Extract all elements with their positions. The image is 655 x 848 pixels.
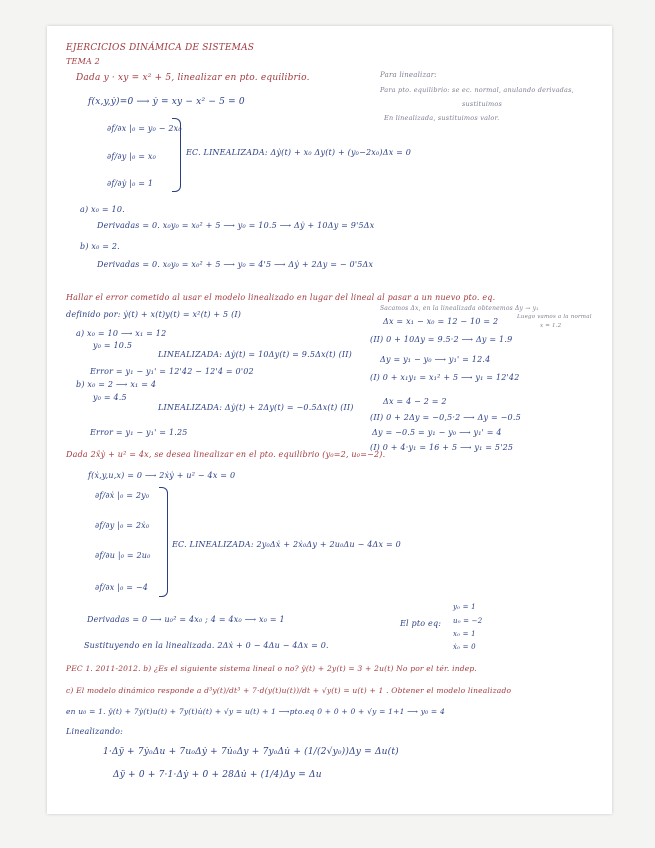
ex4-lin-eq-1: 1·Δÿ + 7ẏ₀Δu + 7u₀Δẏ + 7u̇₀Δy + 7y₀Δu̇ + (1/(2√y₀))Δy = Δu(t) (103, 747, 399, 757)
ex2-right-3: (I) 0 + x₁y₁ = x₁² + 5 ⟶ y₁ = 12'42 (370, 373, 520, 382)
ex1-partial-ydot: ∂f/∂ẏ |₀ = 1 (107, 179, 154, 188)
ex1-function-line: f(x,y,ẏ)=0 ⟶ ẏ = xy − x² − 5 = 0 (88, 97, 245, 107)
ex3-pto-eq-1: u₀ = −2 (453, 617, 483, 625)
ex2-definition: definido por: ẏ(t) + x(t)y(t) = x²(t) + 5 (I) (66, 310, 242, 319)
ex1-side-note-0: Para linealizar: (380, 71, 437, 79)
ex3-pto-eq-0: y₀ = 1 (453, 603, 476, 611)
ex2-left-2: LINEALIZADA: Δẏ(t) = 10Δy(t) = 9.5Δx(t) (II) (158, 350, 352, 359)
ex3-linearized-eq: EC. LINEALIZADA: 2y₀Δẋ + 2ẋ₀Δy + 2u₀Δu − 4Δx = 0 (172, 540, 401, 549)
ex3-partial-y: ∂f/∂y |₀ = 2ẋ₀ (95, 521, 150, 530)
ex4-linealizando: Linealizando: (66, 727, 124, 736)
ex2-right-6: Δy = −0.5 = y₁ − y₀ ⟶ y₁' = 4 (372, 428, 502, 437)
ex3-partial-xdot: ∂f/∂ẋ |₀ = 2y₀ (95, 491, 150, 500)
notebook-sheet (47, 26, 612, 814)
ex3-pto-eq-2: x₀ = 1 (453, 630, 476, 638)
ex2-right-5: (II) 0 + 2Δy = −0,5·2 ⟶ Δy = −0.5 (370, 413, 521, 422)
ex2-left-3: Error = y₁ − y₁' = 12'42 − 12'4 = 0'02 (90, 367, 254, 376)
ex3-statement: Dada 2ẍẏ + u² = 4x, se desea linealizar en el pto. equilibrio (y₀=2, u₀=−2). (66, 450, 386, 459)
ex3-pto-eq-label: El pto eq: (400, 619, 442, 628)
ex2-left-5: y₀ = 4.5 (93, 393, 127, 402)
ex3-derivadas: Derivadas = 0 ⟶ u₀² = 4x₀ ; 4 = 4x₀ ⟶ x₀ = 1 (87, 615, 285, 624)
ex2-right-1: (II) 0 + 10Δy = 9.5·2 ⟶ Δy = 1.9 (370, 335, 513, 344)
ex2-note-1: Luego vamos a la normal (517, 314, 592, 320)
ex2-right-4: Δx = 4 − 2 = 2 (383, 397, 447, 406)
page-title: EJERCICIOS DINÁMICA DE SISTEMAS (66, 43, 255, 53)
ex3-partial-u: ∂f/∂u |₀ = 2u₀ (95, 551, 151, 560)
ex2-right-0: Δx = x₁ − x₀ = 12 − 10 = 2 (383, 317, 499, 326)
ex2-note-0: Sacamos Δx, en la linealizada obtenemos Δy → y₁ (380, 305, 539, 312)
ex2-left-0: a) x₀ = 10 ⟶ x₁ = 12 (76, 329, 167, 338)
ex1-partial-x: ∂f/∂x |₀ = y₀ − 2x₀ (107, 124, 182, 133)
ex2-left-1: y₀ = 10.5 (93, 341, 133, 350)
ex1-partial-y: ∂f/∂y |₀ = x₀ (107, 152, 157, 161)
ex1-case-b: b) x₀ = 2. (80, 242, 120, 251)
ex2-left-6: LINEALIZADA: Δẏ(t) + 2Δy(t) = −0.5Δx(t) (II) (158, 403, 354, 412)
ex2-statement: Hallar el error cometido al usar el modelo linealizado en lugar del lineal al pasar a un nuevo pto. eq. (66, 293, 496, 302)
ex2-left-7: Error = y₁ − y₁' = 1.25 (90, 428, 188, 437)
ex1-brace (172, 118, 181, 192)
ex1-case-b-result: Derivadas = 0. x₀y₀ = x₀² + 5 ⟶ y₀ = 4'5 ⟶ Δẏ + 2Δy = − 0'5Δx (97, 260, 374, 269)
ex4-line-u0: en u₀ = 1. ÿ(t) + 7ẏ(t)u(t) + 7y(t)u̇(t) + √y = u(t) + 1 ⟶pto.eq 0 + 0 + 0 + √y = 1+1 ⟶ y₀ = 4 (66, 707, 445, 716)
ex3-pto-eq-3: ẋ₀ = 0 (453, 643, 476, 651)
ex4-line-c: c) El modelo dinámico responde a d³y(t)/dt³ + 7·d(y(t)u(t))/dt + √y(t) = u(t) + 1 . Obtener el modelo linealizado (66, 686, 512, 695)
ex1-statement: Dada y · xy = x² + 5, linealizar en pto. equilibrio. (76, 73, 310, 83)
page-subtitle: TEMA 2 (66, 57, 100, 66)
ex1-case-a-result: Derivadas = 0. x₀y₀ = x₀² + 5 ⟶ y₀ = 10.5 ⟶ Δẏ + 10Δy = 9'5Δx (97, 221, 375, 230)
ex4-statement: PEC 1. 2011-2012. b) ¿Es el siguiente sistema lineal o no? ÿ(t) + 2y(t) = 3 + 2u(t) No por el tér. indep. (66, 664, 477, 673)
ex2-right-2: Δy = y₁ − y₀ ⟶ y₁' = 12.4 (380, 355, 491, 364)
ex1-side-note-2: sustituimos (462, 100, 503, 108)
ex2-left-4: b) x₀ = 2 ⟶ x₁ = 4 (76, 380, 157, 389)
ex1-side-note-1: Para pto. equilibrio: se ec. normal, anulando derivadas, (380, 86, 574, 94)
ex2-note-2: x = 1.2 (540, 323, 562, 329)
ex2-right-7: (I) 0 + 4·y₁ = 16 + 5 ⟶ y₁ = 5'25 (370, 443, 514, 452)
ex1-side-note-3: En linealizada, sustituimos valor. (384, 114, 500, 122)
ex3-brace (159, 487, 168, 597)
ex4-lin-eq-2: Δÿ + 0 + 7·1·Δẏ + 0 + 28Δu̇ + (1/4)Δy = Δu (113, 770, 322, 780)
ex3-function-line: f(ẋ,y,u,x) = 0 ⟶ 2ẋẏ + u² − 4x = 0 (88, 471, 236, 480)
ex1-linearized-eq: EC. LINEALIZADA: Δẏ(t) + x₀ Δy(t) + (y₀−2x₀)Δx = 0 (186, 148, 412, 157)
ex3-partial-x: ∂f/∂x |₀ = −4 (95, 583, 149, 592)
ex3-sustituyendo: Sustituyendo en la linealizada. 2Δẋ + 0 − 4Δu − 4Δx = 0. (84, 641, 329, 650)
ex1-case-a: a) x₀ = 10. (80, 205, 125, 214)
